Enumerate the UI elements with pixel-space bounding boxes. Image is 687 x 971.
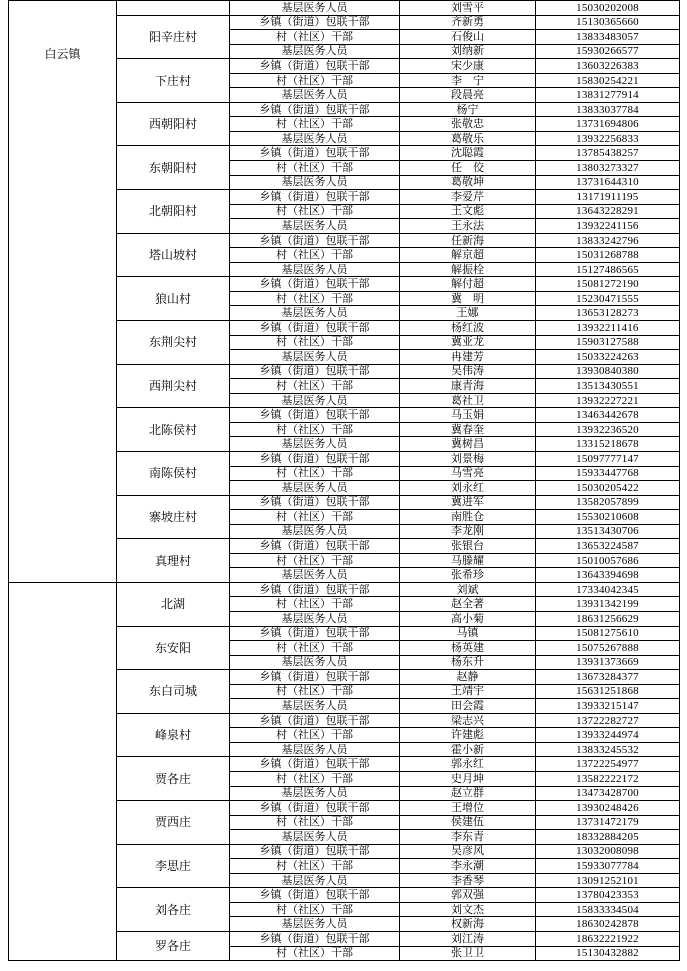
role-cell: 村（社区）干部 [230,859,400,874]
phone-cell: 13833245532 [536,742,680,757]
phone-cell: 15930266577 [536,44,680,59]
phone-cell: 13932236520 [536,422,680,437]
role-cell: 基层医务人员 [230,88,400,103]
role-cell: 乡镇（街道）包联干部 [230,626,400,641]
role-cell: 基层医务人员 [230,306,400,321]
village-cell: 北朝阳村 [117,190,230,234]
person-name-cell: 高小菊 [400,611,536,626]
person-name-cell: 刘文杰 [400,902,536,917]
role-cell: 基层医务人员 [230,350,400,365]
person-name-cell: 王娜 [400,306,536,321]
phone-cell: 18631256629 [536,611,680,626]
phone-cell: 13803273327 [536,161,680,176]
role-cell: 村（社区）干部 [230,291,400,306]
person-name-cell: 南胜仓 [400,510,536,525]
person-name-cell: 解振栓 [400,262,536,277]
role-cell: 乡镇（街道）包联干部 [230,539,400,554]
role-cell: 乡镇（街道）包联干部 [230,233,400,248]
role-cell: 乡镇（街道）包联干部 [230,408,400,423]
village-cell: 西朝阳村 [117,102,230,146]
person-name-cell: 任新海 [400,233,536,248]
phone-cell: 13831277914 [536,88,680,103]
role-cell: 村（社区）干部 [230,117,400,132]
phone-cell: 15530210608 [536,510,680,525]
role-cell: 乡镇（街道）包联干部 [230,321,400,336]
phone-cell: 13643228291 [536,204,680,219]
phone-cell: 13833483057 [536,30,680,45]
role-cell: 乡镇（街道）包联干部 [230,495,400,510]
village-cell: 刘各庄 [117,888,230,932]
phone-cell: 13931373669 [536,655,680,670]
role-cell: 村（社区）干部 [230,248,400,263]
phone-cell: 13933215147 [536,699,680,714]
role-cell: 基层医务人员 [230,655,400,670]
phone-cell: 13653224587 [536,539,680,554]
role-cell: 村（社区）干部 [230,204,400,219]
phone-cell: 13933244974 [536,728,680,743]
village-cell: 东白司城 [117,670,230,714]
person-name-cell: 杨东升 [400,655,536,670]
person-name-cell: 葛敬乐 [400,131,536,146]
role-cell: 村（社区）干部 [230,335,400,350]
village-cell: 西荆尖村 [117,364,230,408]
phone-cell: 15631251868 [536,684,680,699]
phone-cell: 15933447768 [536,466,680,481]
phone-cell: 13731694806 [536,117,680,132]
phone-cell: 15033224263 [536,350,680,365]
person-name-cell: 刘景梅 [400,451,536,466]
person-name-cell: 刘江涛 [400,932,536,947]
phone-cell: 13932227221 [536,393,680,408]
phone-cell: 15833334504 [536,902,680,917]
person-name-cell: 马雪亮 [400,466,536,481]
phone-cell: 13513430551 [536,379,680,394]
role-cell: 基层医务人员 [230,873,400,888]
village-cell: 东荆尖村 [117,321,230,365]
person-name-cell: 沈聪霞 [400,146,536,161]
person-name-cell: 段晨亮 [400,88,536,103]
phone-cell: 13930248426 [536,801,680,816]
person-name-cell: 解付超 [400,277,536,292]
role-cell: 基层医务人员 [230,44,400,59]
role-cell: 基层医务人员 [230,611,400,626]
person-name-cell: 史月坤 [400,771,536,786]
role-cell: 乡镇（街道）包联干部 [230,757,400,772]
role-cell: 乡镇（街道）包联干部 [230,146,400,161]
phone-cell: 18632221922 [536,932,680,947]
role-cell: 村（社区）干部 [230,728,400,743]
phone-cell: 15130432882 [536,946,680,961]
role-cell: 乡镇（街道）包联干部 [230,888,400,903]
role-cell: 村（社区）干部 [230,553,400,568]
phone-cell: 15127486565 [536,262,680,277]
role-cell: 村（社区）干部 [230,422,400,437]
phone-cell: 15903127588 [536,335,680,350]
phone-cell: 13315218678 [536,437,680,452]
person-name-cell: 李爱芹 [400,190,536,205]
person-name-cell: 李香琴 [400,873,536,888]
person-name-cell: 冀 明 [400,291,536,306]
phone-cell: 13930840380 [536,364,680,379]
person-name-cell: 石俊山 [400,30,536,45]
role-cell: 乡镇（街道）包联干部 [230,932,400,947]
person-name-cell: 王增位 [400,801,536,816]
phone-cell: 13833242796 [536,233,680,248]
phone-cell: 13171911195 [536,190,680,205]
phone-cell: 13722282727 [536,713,680,728]
phone-cell: 18332884205 [536,830,680,845]
phone-cell: 13653128273 [536,306,680,321]
person-name-cell: 梁志兴 [400,713,536,728]
phone-cell: 15081275610 [536,626,680,641]
village-cell: 东安阳 [117,626,230,670]
person-name-cell: 李 宁 [400,73,536,88]
person-name-cell: 张卫卫 [400,946,536,961]
person-name-cell: 杨宁 [400,102,536,117]
phone-cell: 15010057686 [536,553,680,568]
phone-cell: 13722254977 [536,757,680,772]
role-cell: 基层医务人员 [230,262,400,277]
phone-cell: 13513430706 [536,524,680,539]
person-name-cell: 权新海 [400,917,536,932]
role-cell: 基层医务人员 [230,786,400,801]
person-name-cell: 杨红波 [400,321,536,336]
role-cell: 村（社区）干部 [230,379,400,394]
role-cell: 村（社区）干部 [230,641,400,656]
person-name-cell: 刘雪平 [400,1,536,16]
person-name-cell: 王靖宇 [400,684,536,699]
phone-cell: 15030205422 [536,481,680,496]
village-cell: 寨坡庄村 [117,495,230,539]
role-cell: 基层医务人员 [230,699,400,714]
phone-cell: 15030202008 [536,1,680,16]
role-cell: 村（社区）干部 [230,161,400,176]
role-cell: 村（社区）干部 [230,597,400,612]
person-name-cell: 王文彪 [400,204,536,219]
person-name-cell: 刘永红 [400,481,536,496]
phone-cell: 13932211416 [536,321,680,336]
phone-cell: 13785438257 [536,146,680,161]
role-cell: 基层医务人员 [230,1,400,16]
role-cell: 乡镇（街道）包联干部 [230,801,400,816]
role-cell: 基层医务人员 [230,568,400,583]
person-name-cell: 吴伟涛 [400,364,536,379]
phone-cell: 13731472179 [536,815,680,830]
person-name-cell: 任 佼 [400,161,536,176]
phone-cell: 13603226383 [536,59,680,74]
person-name-cell: 马滕耀 [400,553,536,568]
phone-cell: 13091252101 [536,873,680,888]
phone-cell: 18630242878 [536,917,680,932]
village-cell: 真理村 [117,539,230,583]
village-cell [117,1,230,16]
village-cell: 峰泉村 [117,713,230,757]
role-cell: 基层医务人员 [230,175,400,190]
person-name-cell: 李龙刚 [400,524,536,539]
role-cell: 村（社区）干部 [230,466,400,481]
person-name-cell: 赵立群 [400,786,536,801]
role-cell: 乡镇（街道）包联干部 [230,15,400,30]
role-cell: 乡镇（街道）包联干部 [230,59,400,74]
phone-cell: 13673284377 [536,670,680,685]
role-cell: 村（社区）干部 [230,30,400,45]
person-name-cell: 马玉娟 [400,408,536,423]
person-name-cell: 田会霞 [400,699,536,714]
role-cell: 乡镇（街道）包联干部 [230,844,400,859]
village-cell: 北陈侯村 [117,408,230,452]
village-cell: 南陈侯村 [117,451,230,495]
person-name-cell: 许建彪 [400,728,536,743]
person-name-cell: 李东青 [400,830,536,845]
person-name-cell: 吴彦风 [400,844,536,859]
person-name-cell: 葛敬坤 [400,175,536,190]
role-cell: 乡镇（街道）包联干部 [230,364,400,379]
person-name-cell: 冀春奎 [400,422,536,437]
village-cell: 李思庄 [117,844,230,888]
village-cell: 贾各庄 [117,757,230,801]
phone-cell: 15081272190 [536,277,680,292]
role-cell: 基层医务人员 [230,917,400,932]
person-name-cell: 葛社卫 [400,393,536,408]
person-name-cell: 王永法 [400,219,536,234]
phone-cell: 13582057899 [536,495,680,510]
role-cell: 村（社区）干部 [230,771,400,786]
village-cell: 塔山坡村 [117,233,230,277]
person-name-cell: 李永潮 [400,859,536,874]
village-cell: 北湖 [117,582,230,626]
person-name-cell: 赵静 [400,670,536,685]
role-cell: 乡镇（街道）包联干部 [230,190,400,205]
person-name-cell: 冉建芳 [400,350,536,365]
phone-cell: 13731644310 [536,175,680,190]
village-cell: 阳辛庄村 [117,15,230,59]
phone-cell: 13473428700 [536,786,680,801]
phone-cell: 13032008098 [536,844,680,859]
person-name-cell: 刘斌 [400,582,536,597]
role-cell: 基层医务人员 [230,131,400,146]
phone-cell: 17334042345 [536,582,680,597]
person-name-cell: 张希珍 [400,568,536,583]
phone-cell: 15097777147 [536,451,680,466]
role-cell: 乡镇（街道）包联干部 [230,451,400,466]
role-cell: 村（社区）干部 [230,510,400,525]
person-name-cell: 冀进军 [400,495,536,510]
phone-cell: 13931342199 [536,597,680,612]
person-name-cell: 宋少康 [400,59,536,74]
village-cell: 罗各庄 [117,932,230,961]
role-cell: 基层医务人员 [230,219,400,234]
phone-cell: 13932256833 [536,131,680,146]
role-cell: 基层医务人员 [230,481,400,496]
table-row [9,582,680,597]
phone-cell: 13463442678 [536,408,680,423]
role-cell: 基层医务人员 [230,437,400,452]
person-name-cell: 郭双强 [400,888,536,903]
phone-cell: 13582222172 [536,771,680,786]
role-cell: 村（社区）干部 [230,902,400,917]
phone-cell: 15230471555 [536,291,680,306]
person-name-cell: 赵全著 [400,597,536,612]
person-name-cell: 侯建伍 [400,815,536,830]
role-cell: 村（社区）干部 [230,815,400,830]
phone-cell: 13643394698 [536,568,680,583]
role-cell: 乡镇（街道）包联干部 [230,102,400,117]
role-cell: 基层医务人员 [230,524,400,539]
person-name-cell: 郭永红 [400,757,536,772]
person-name-cell: 冀亚龙 [400,335,536,350]
role-cell: 乡镇（街道）包联干部 [230,277,400,292]
phone-cell: 15933077784 [536,859,680,874]
role-cell: 村（社区）干部 [230,684,400,699]
phone-cell: 15075267888 [536,641,680,656]
role-cell: 基层医务人员 [230,742,400,757]
village-cell: 贾西庄 [117,801,230,845]
role-cell: 基层医务人员 [230,830,400,845]
role-cell: 乡镇（街道）包联干部 [230,670,400,685]
person-name-cell: 解京超 [400,248,536,263]
role-cell: 村（社区）干部 [230,946,400,961]
role-cell: 乡镇（街道）包联干部 [230,713,400,728]
phone-cell: 13833037784 [536,102,680,117]
person-name-cell: 冀树昌 [400,437,536,452]
contact-table [8,0,680,961]
phone-cell: 13780423353 [536,888,680,903]
person-name-cell: 张银台 [400,539,536,554]
role-cell: 乡镇（街道）包联干部 [230,582,400,597]
phone-cell: 13932241156 [536,219,680,234]
person-name-cell: 霍小新 [400,742,536,757]
person-name-cell: 康青海 [400,379,536,394]
contact-table-body [9,1,680,961]
phone-cell: 15031268788 [536,248,680,263]
phone-cell: 15130365660 [536,15,680,30]
person-name-cell: 杨英建 [400,641,536,656]
village-cell: 下庄村 [117,59,230,103]
town-cell [9,582,117,960]
role-cell: 村（社区）干部 [230,73,400,88]
village-cell: 东朝阳村 [117,146,230,190]
person-name-cell: 刘纳新 [400,44,536,59]
role-cell: 基层医务人员 [230,393,400,408]
village-cell: 狼山村 [117,277,230,321]
table-row [9,1,680,16]
person-name-cell: 齐新勇 [400,15,536,30]
person-name-cell: 马镇 [400,626,536,641]
town-cell: 白云镇 [9,1,117,583]
person-name-cell: 张敬忠 [400,117,536,132]
phone-cell: 15830254221 [536,73,680,88]
